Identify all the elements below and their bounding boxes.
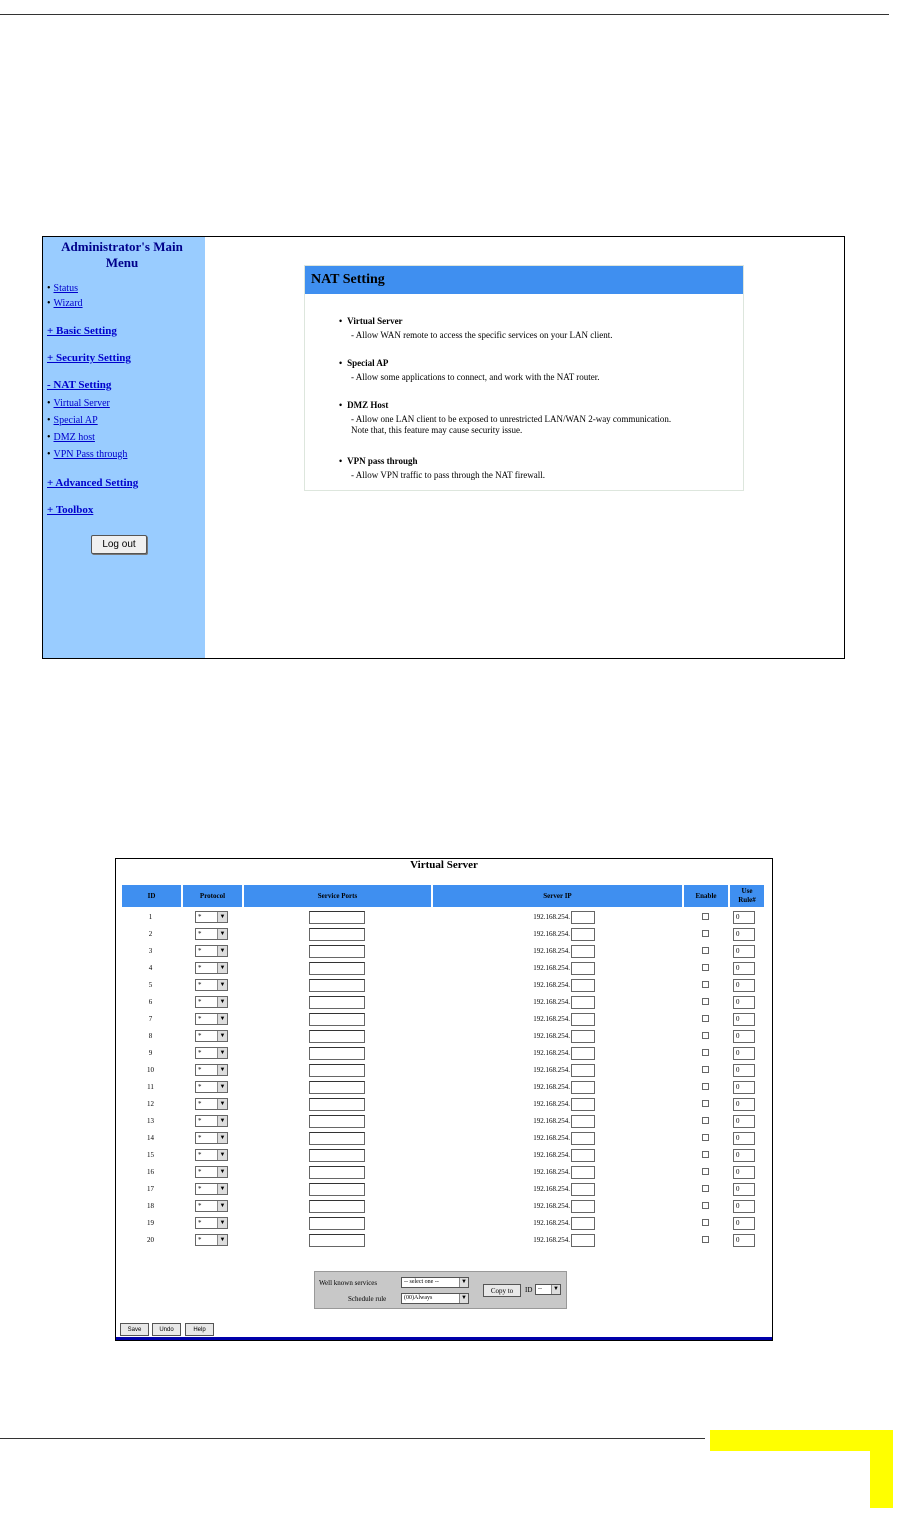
server-ip-prefix: 192.168.254.: [533, 1151, 570, 1159]
service-ports-input[interactable]: [309, 1064, 365, 1077]
service-ports-input[interactable]: [309, 1081, 365, 1094]
service-ports-input[interactable]: [309, 996, 365, 1009]
schedule-rule-value: (00)Always: [404, 1295, 433, 1301]
row-id: 20: [147, 1236, 154, 1244]
server-ip-prefix: 192.168.254.: [533, 947, 570, 955]
bottom-bar: [116, 1337, 772, 1340]
col-header-server-ip: Server IP: [433, 885, 682, 907]
enable-checkbox[interactable]: [702, 981, 709, 988]
server-ip-prefix: 192.168.254.: [533, 1168, 570, 1176]
nat-item-desc: - Allow VPN traffic to pass through the NAT firewall.: [351, 470, 545, 480]
use-rule-input[interactable]: 0: [733, 1115, 755, 1128]
schedule-rule-label: Schedule rule: [348, 1295, 387, 1303]
protocol-value: *: [198, 964, 202, 972]
chevron-down-icon: ▼: [217, 929, 227, 939]
table-row: [116, 1113, 772, 1130]
use-rule-input[interactable]: 0: [733, 928, 755, 941]
protocol-select[interactable]: [195, 911, 228, 923]
chevron-down-icon: ▼: [217, 946, 227, 956]
logout-button[interactable]: Log out: [91, 535, 147, 554]
service-ports-input[interactable]: [309, 1098, 365, 1111]
table-row: [116, 1028, 772, 1045]
menu-item-status[interactable]: • Status: [47, 283, 78, 294]
well-known-select[interactable]: [401, 1277, 469, 1288]
protocol-select[interactable]: [195, 928, 228, 940]
use-rule-input[interactable]: 0: [733, 1200, 755, 1213]
use-rule-input[interactable]: 0: [733, 1081, 755, 1094]
server-ip-prefix: 192.168.254.: [533, 1185, 570, 1193]
protocol-value: *: [198, 1117, 202, 1125]
chevron-down-icon: ▼: [217, 1048, 227, 1058]
enable-checkbox[interactable]: [702, 1083, 709, 1090]
nat-item-virtual-server: [339, 316, 681, 341]
protocol-select[interactable]: [195, 1234, 228, 1246]
col-header-enable: Enable: [684, 885, 728, 907]
well-known-label: Well known services: [319, 1279, 378, 1287]
service-ports-input[interactable]: [309, 1013, 365, 1026]
use-rule-input[interactable]: 0: [733, 1183, 755, 1196]
schedule-rule-select[interactable]: [401, 1293, 469, 1304]
well-known-value: -- select one --: [404, 1279, 439, 1285]
server-ip-prefix: 192.168.254.: [533, 964, 570, 972]
chevron-down-icon: ▼: [217, 1065, 227, 1075]
use-rule-input[interactable]: 0: [733, 979, 755, 992]
row-id: 8: [148, 1032, 153, 1040]
enable-checkbox[interactable]: [702, 1151, 709, 1158]
service-ports-input[interactable]: [309, 1115, 365, 1128]
nat-item-title[interactable]: • Virtual Server: [339, 316, 681, 326]
server-ip-prefix: 192.168.254.: [533, 1134, 570, 1142]
protocol-select[interactable]: [195, 979, 228, 991]
page-top-rule: [0, 14, 889, 15]
table-row: [116, 1232, 772, 1249]
server-ip-input[interactable]: [571, 1183, 595, 1196]
service-ports-input[interactable]: [309, 1217, 365, 1230]
row-id: 15: [147, 1151, 154, 1159]
menu-item-virtual-server[interactable]: • Virtual Server: [47, 398, 110, 409]
menu-item-special-ap[interactable]: • Special AP: [47, 415, 98, 426]
protocol-value: *: [198, 1015, 202, 1023]
server-ip-prefix: 192.168.254.: [533, 1083, 570, 1091]
chevron-down-icon: ▼: [551, 1285, 560, 1294]
use-rule-input[interactable]: 0: [733, 1234, 755, 1247]
use-rule-input[interactable]: 0: [733, 1098, 755, 1111]
service-ports-input[interactable]: [309, 1132, 365, 1145]
server-ip-input[interactable]: [571, 911, 595, 924]
service-ports-input[interactable]: [309, 1183, 365, 1196]
enable-checkbox[interactable]: [702, 1219, 709, 1226]
use-rule-input[interactable]: 0: [733, 996, 755, 1009]
chevron-down-icon: ▼: [217, 1167, 227, 1177]
chevron-down-icon: ▼: [217, 997, 227, 1007]
menu-item-toolbox[interactable]: + Toolbox: [47, 504, 94, 516]
menu-item-basic-setting[interactable]: + Basic Setting: [47, 325, 117, 337]
server-ip-prefix: 192.168.254.: [533, 1049, 570, 1057]
server-ip-input[interactable]: [571, 1234, 595, 1247]
server-ip-prefix: 192.168.254.: [533, 930, 570, 938]
protocol-value: *: [198, 1202, 202, 1210]
enable-checkbox[interactable]: [702, 1185, 709, 1192]
server-ip-prefix: 192.168.254.: [533, 1219, 570, 1227]
server-ip-prefix: 192.168.254.: [533, 1066, 570, 1074]
row-id: 1: [148, 913, 153, 921]
enable-checkbox[interactable]: [702, 1168, 709, 1175]
table-row: [116, 1147, 772, 1164]
menu-item-dmz-host[interactable]: • DMZ host: [47, 432, 95, 443]
use-rule-line2: Rule#: [738, 896, 756, 904]
table-row: [116, 977, 772, 994]
server-ip-prefix: 192.168.254.: [533, 1236, 570, 1244]
nat-item-desc: - Allow one LAN client to be exposed to unrestricted LAN/WAN 2-way communication. Note that, this feature may cause security issue.: [351, 414, 672, 435]
enable-checkbox[interactable]: [702, 1032, 709, 1039]
server-ip-input[interactable]: [571, 962, 595, 975]
row-id: 19: [147, 1219, 154, 1227]
save-button[interactable]: Save: [120, 1323, 149, 1336]
page-bottom-rule: [0, 1438, 705, 1439]
copy-id-label: ID: [525, 1286, 533, 1294]
service-ports-input[interactable]: [309, 1149, 365, 1162]
protocol-select[interactable]: [195, 1013, 228, 1025]
protocol-value: *: [198, 1219, 202, 1227]
table-row: [116, 1198, 772, 1215]
protocol-value: *: [198, 1168, 202, 1176]
nat-item-dmz-host: [339, 400, 681, 436]
help-button[interactable]: Help: [185, 1323, 214, 1336]
virtual-server-title: Virtual Server: [410, 859, 478, 871]
row-id: 9: [148, 1049, 153, 1057]
chevron-down-icon: ▼: [217, 1082, 227, 1092]
nat-item-vpn-pass-through: [339, 456, 681, 481]
row-id: 10: [147, 1066, 154, 1074]
service-ports-input[interactable]: [309, 962, 365, 975]
row-id: 12: [147, 1100, 154, 1108]
server-ip-prefix: 192.168.254.: [533, 1100, 570, 1108]
protocol-select[interactable]: [195, 945, 228, 957]
server-ip-input[interactable]: [571, 945, 595, 958]
nat-setting-title: NAT Setting: [305, 266, 743, 294]
row-id: 18: [147, 1202, 154, 1210]
use-rule-line1: Use: [741, 887, 753, 895]
table-row: [116, 1096, 772, 1113]
yellow-corner-mark: [710, 1430, 893, 1451]
table-row: [116, 1079, 772, 1096]
copy-to-button[interactable]: Copy to: [483, 1284, 521, 1297]
protocol-value: *: [198, 998, 202, 1006]
protocol-select[interactable]: [195, 1098, 228, 1110]
menu-item-security-setting[interactable]: + Security Setting: [47, 352, 131, 364]
chevron-down-icon: ▼: [217, 1133, 227, 1143]
virtual-server-screenshot: [115, 858, 773, 1341]
protocol-select[interactable]: [195, 1217, 228, 1229]
server-ip-prefix: 192.168.254.: [533, 1032, 570, 1040]
copy-id-select[interactable]: [535, 1284, 561, 1295]
row-id: 7: [148, 1015, 153, 1023]
service-ports-input[interactable]: [309, 1047, 365, 1060]
protocol-value: *: [198, 930, 202, 938]
col-header-id: ID: [122, 885, 181, 907]
protocol-select[interactable]: [195, 1081, 228, 1093]
server-ip-prefix: 192.168.254.: [533, 981, 570, 989]
service-ports-input[interactable]: [309, 945, 365, 958]
server-ip-input[interactable]: [571, 1200, 595, 1213]
protocol-select[interactable]: [195, 1166, 228, 1178]
row-id: 5: [148, 981, 153, 989]
row-id: 16: [147, 1168, 154, 1176]
service-ports-input[interactable]: [309, 911, 365, 924]
server-ip-input[interactable]: [571, 1115, 595, 1128]
server-ip-input[interactable]: [571, 1098, 595, 1111]
menu-title: Administrator's Main Menu: [61, 239, 183, 270]
enable-checkbox[interactable]: [702, 947, 709, 954]
chevron-down-icon: ▼: [217, 1031, 227, 1041]
enable-checkbox[interactable]: [702, 1066, 709, 1073]
server-ip-prefix: 192.168.254.: [533, 1117, 570, 1125]
col-header-service-ports: Service Ports: [244, 885, 431, 907]
nat-item-title[interactable]: • VPN pass through: [339, 456, 681, 466]
protocol-select[interactable]: [195, 962, 228, 974]
protocol-select[interactable]: [195, 1064, 228, 1076]
server-ip-input[interactable]: [571, 1064, 595, 1077]
server-ip-input[interactable]: [571, 979, 595, 992]
chevron-down-icon: ▼: [217, 1014, 227, 1024]
enable-checkbox[interactable]: [702, 1049, 709, 1056]
use-rule-input[interactable]: 0: [733, 1030, 755, 1043]
use-rule-input[interactable]: 0: [733, 962, 755, 975]
service-ports-input[interactable]: [309, 1030, 365, 1043]
server-ip-input[interactable]: [571, 928, 595, 941]
copy-id-value: --: [538, 1286, 542, 1292]
col-header-use-rule: [730, 885, 764, 907]
use-rule-input[interactable]: 0: [733, 1149, 755, 1162]
server-ip-prefix: 192.168.254.: [533, 1202, 570, 1210]
server-ip-input[interactable]: [571, 1217, 595, 1230]
server-ip-input[interactable]: [571, 1132, 595, 1145]
use-rule-input[interactable]: 0: [733, 1013, 755, 1026]
enable-checkbox[interactable]: [702, 1202, 709, 1209]
table-row: [116, 1181, 772, 1198]
col-header-protocol: Protocol: [183, 885, 242, 907]
service-ports-input[interactable]: [309, 928, 365, 941]
use-rule-input[interactable]: 0: [733, 1047, 755, 1060]
protocol-select[interactable]: [195, 1132, 228, 1144]
chevron-down-icon: ▼: [217, 980, 227, 990]
nat-setting-screenshot: [42, 236, 845, 659]
protocol-value: *: [198, 1134, 202, 1142]
chevron-down-icon: ▼: [217, 1201, 227, 1211]
server-ip-prefix: 192.168.254.: [533, 998, 570, 1006]
protocol-select[interactable]: [195, 1030, 228, 1042]
chevron-down-icon: ▼: [217, 1116, 227, 1126]
server-ip-input[interactable]: [571, 1047, 595, 1060]
chevron-down-icon: ▼: [217, 912, 227, 922]
nat-item-title[interactable]: • DMZ Host: [339, 400, 681, 410]
protocol-select[interactable]: [195, 1115, 228, 1127]
use-rule-input[interactable]: 0: [733, 1217, 755, 1230]
server-ip-input[interactable]: [571, 1081, 595, 1094]
nat-item-title[interactable]: • Special AP: [339, 358, 681, 368]
server-ip-input[interactable]: [571, 1149, 595, 1162]
undo-button[interactable]: Undo: [152, 1323, 181, 1336]
service-ports-input[interactable]: [309, 979, 365, 992]
table-row: [116, 1045, 772, 1062]
server-ip-input[interactable]: [571, 1166, 595, 1179]
chevron-down-icon: ▼: [217, 1218, 227, 1228]
service-ports-input[interactable]: [309, 1166, 365, 1179]
enable-checkbox[interactable]: [702, 1015, 709, 1022]
protocol-select[interactable]: [195, 1149, 228, 1161]
nat-setting-panel: [304, 265, 744, 491]
protocol-value: *: [198, 1236, 202, 1244]
use-rule-input[interactable]: 0: [733, 1064, 755, 1077]
enable-checkbox[interactable]: [702, 1134, 709, 1141]
enable-checkbox[interactable]: [702, 1100, 709, 1107]
protocol-select[interactable]: [195, 1183, 228, 1195]
use-rule-input[interactable]: 0: [733, 1166, 755, 1179]
table-row: [116, 1215, 772, 1232]
protocol-value: *: [198, 1032, 202, 1040]
row-id: 2: [148, 930, 153, 938]
protocol-value: *: [198, 1185, 202, 1193]
enable-checkbox[interactable]: [702, 913, 709, 920]
service-ports-input[interactable]: [309, 1234, 365, 1247]
protocol-value: *: [198, 1100, 202, 1108]
row-id: 13: [147, 1117, 154, 1125]
row-id: 11: [147, 1083, 154, 1091]
protocol-value: *: [198, 981, 202, 989]
table-row: [116, 909, 772, 926]
table-row: [116, 1062, 772, 1079]
row-id: 6: [148, 998, 153, 1006]
protocol-value: *: [198, 947, 202, 955]
table-row: [116, 1011, 772, 1028]
table-row: [116, 926, 772, 943]
chevron-down-icon: ▼: [217, 1150, 227, 1160]
table-row: [116, 1164, 772, 1181]
nat-item-desc: - Allow WAN remote to access the specific services on your LAN client.: [351, 330, 613, 340]
server-ip-prefix: 192.168.254.: [533, 1015, 570, 1023]
row-id: 14: [147, 1134, 154, 1142]
chevron-down-icon: ▼: [459, 1294, 468, 1303]
protocol-value: *: [198, 1151, 202, 1159]
use-rule-input[interactable]: 0: [733, 945, 755, 958]
protocol-value: *: [198, 1066, 202, 1074]
use-rule-input[interactable]: 0: [733, 1132, 755, 1145]
protocol-select[interactable]: [195, 1047, 228, 1059]
server-ip-input[interactable]: [571, 1030, 595, 1043]
protocol-value: *: [198, 1083, 202, 1091]
server-ip-prefix: 192.168.254.: [533, 913, 570, 921]
server-ip-input[interactable]: [571, 1013, 595, 1026]
enable-checkbox[interactable]: [702, 998, 709, 1005]
use-rule-input[interactable]: 0: [733, 911, 755, 924]
menu-item-nat-setting[interactable]: - NAT Setting: [47, 379, 112, 391]
menu-item-wizard[interactable]: • Wizard: [47, 298, 83, 309]
row-id: 3: [148, 947, 153, 955]
table-row: [116, 960, 772, 977]
protocol-value: *: [198, 1049, 202, 1057]
enable-checkbox[interactable]: [702, 1236, 709, 1243]
well-known-services-box: [314, 1271, 567, 1309]
row-id: 17: [147, 1185, 154, 1193]
chevron-down-icon: ▼: [217, 1235, 227, 1245]
nat-item-special-ap: [339, 358, 681, 383]
protocol-select[interactable]: [195, 1200, 228, 1212]
enable-checkbox[interactable]: [702, 930, 709, 937]
admin-sidebar-menu: [43, 237, 205, 658]
yellow-corner-mark-vertical: [870, 1430, 893, 1508]
chevron-down-icon: ▼: [217, 963, 227, 973]
protocol-select[interactable]: [195, 996, 228, 1008]
row-id: 4: [148, 964, 153, 972]
enable-checkbox[interactable]: [702, 964, 709, 971]
service-ports-input[interactable]: [309, 1200, 365, 1213]
table-row: [116, 994, 772, 1011]
server-ip-input[interactable]: [571, 996, 595, 1009]
chevron-down-icon: ▼: [459, 1278, 468, 1287]
nat-item-desc: - Allow some applications to connect, and work with the NAT router.: [351, 372, 600, 382]
menu-item-vpn-pass-through[interactable]: • VPN Pass through: [47, 449, 127, 460]
table-row: [116, 1130, 772, 1147]
chevron-down-icon: ▼: [217, 1184, 227, 1194]
enable-checkbox[interactable]: [702, 1117, 709, 1124]
table-row: [116, 943, 772, 960]
menu-item-advanced-setting[interactable]: + Advanced Setting: [47, 477, 139, 489]
chevron-down-icon: ▼: [217, 1099, 227, 1109]
protocol-value: *: [198, 913, 202, 921]
